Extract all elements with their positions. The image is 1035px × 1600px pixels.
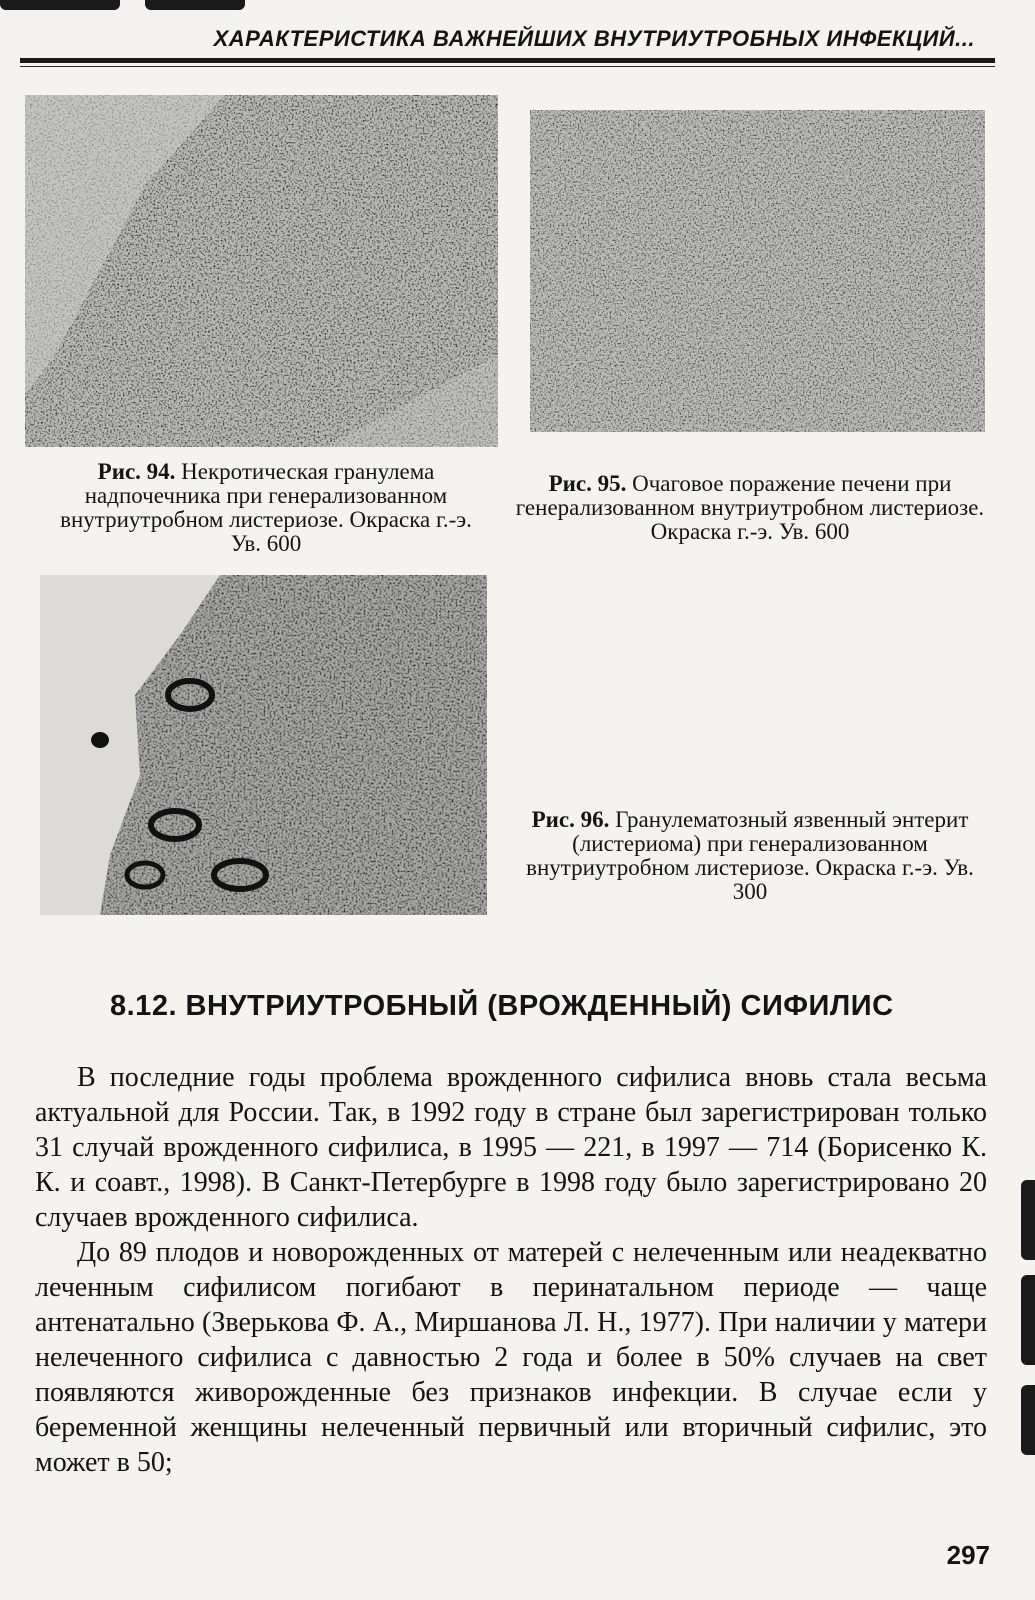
figure-95-image bbox=[530, 110, 985, 432]
micrograph-95 bbox=[530, 110, 985, 432]
page-edge-marks bbox=[0, 0, 250, 10]
running-header bbox=[20, 10, 995, 63]
page-edge-mark bbox=[1021, 1180, 1035, 1260]
figure-94-text: Некротическая гранулема надпочечника при генерализованном внутриутробном листериозе. Окраска г.-э. Ув. 600 bbox=[60, 459, 472, 556]
figure-95-number: Рис. 95. bbox=[548, 471, 627, 496]
header-rule bbox=[20, 66, 995, 67]
micrograph-94 bbox=[25, 95, 498, 447]
paragraph-2: До 89 плодов и новорожденных от матерей с нелеченным или неадекватно леченным сифилисом погибают в перинатальном периоде — чаще антенатально (Зверькова Ф. А., Миршанова Л. Н., 1977). При наличии у матери нелеченного сифилиса с давностью 2 года и более в 50% случаев на свет появляются живорожденные без признаков инфекции. В случае если у беременной женщины нелеченный первичный или вторичный сифилис, это может в 50; bbox=[35, 1237, 987, 1478]
page-edge-mark bbox=[1021, 1275, 1035, 1365]
figure-96-image bbox=[40, 575, 487, 915]
figure-95-caption bbox=[515, 472, 985, 544]
figure-94-caption bbox=[45, 460, 487, 556]
figure-94-image bbox=[25, 95, 498, 447]
figure-95-text: Очаговое поражение печени при генерализованном внутриутробном листериозе. Окраска г.-э. Ув. 600 bbox=[515, 471, 985, 544]
micrograph-96 bbox=[40, 575, 487, 915]
figure-96-text: Гранулематозный язвенный энтерит (листериома) при генерализованном внутриутробном листериозе. Окраска г.-э. Ув. 300 bbox=[526, 807, 974, 904]
figure-96-caption bbox=[525, 808, 975, 904]
page-number: 297 bbox=[946, 1540, 990, 1570]
paragraph-1: В последние годы проблема врожденного сифилиса вновь стала весьма актуальной для России. Так, в 1992 году в стране был зарегистрирован только 31 случай врожденного сифилиса, в 1995 — 221, в 1997 — 714 (Борисенко К. К. и соавт., 1998). В Санкт-Петербурге в 1998 году было зарегистрировано 20 случаев врожденного сифилиса. bbox=[35, 1062, 987, 1233]
page-edge-mark bbox=[1021, 1385, 1035, 1455]
body-text bbox=[35, 1060, 987, 1480]
running-title: ХАРАКТЕРИСТИКА ВАЖНЕЙШИХ ВНУТРИУТРОБНЫХ ИНФЕКЦИЙ... bbox=[213, 26, 975, 51]
figure-96-number: Рис. 96. bbox=[531, 807, 610, 832]
figure-94-number: Рис. 94. bbox=[97, 459, 176, 484]
section-heading: 8.12. ВНУТРИУТРОБНЫЙ (ВРОЖДЕННЫЙ) СИФИЛИС bbox=[110, 990, 894, 1022]
